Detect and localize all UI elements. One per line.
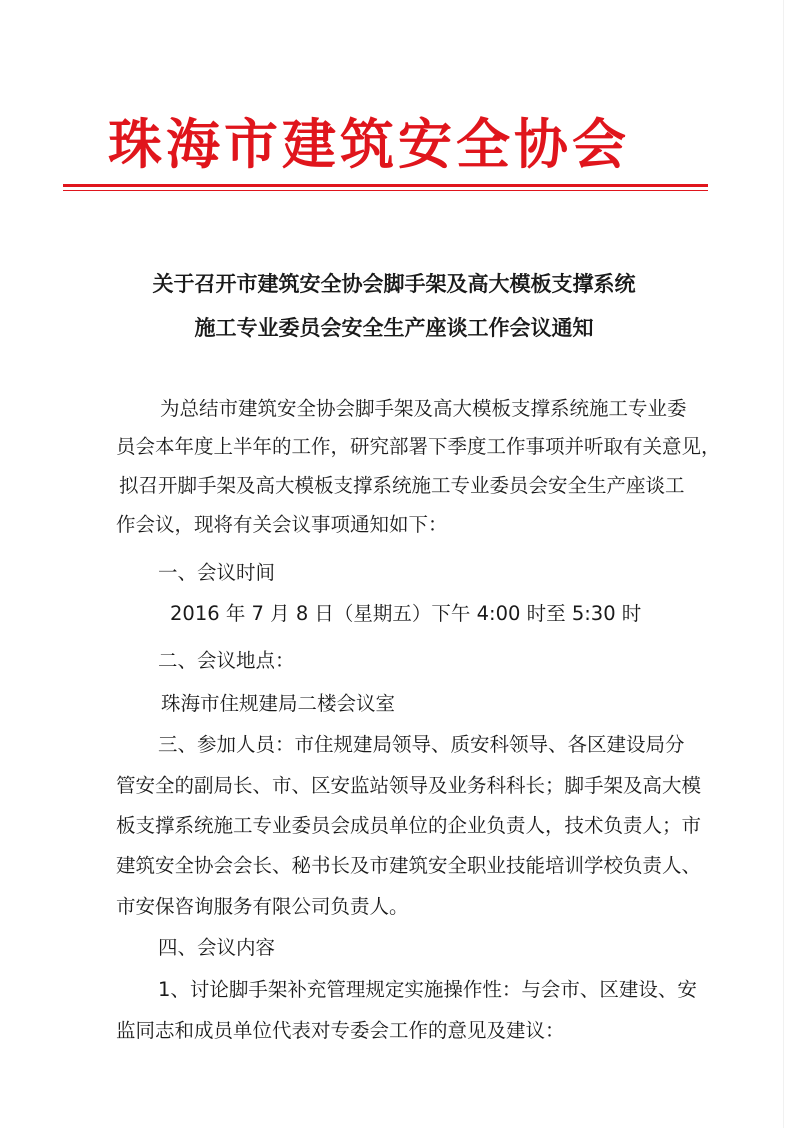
body-line: 作会议，现将有关会议事项通知如下： bbox=[116, 513, 448, 536]
masthead-rule-thin bbox=[63, 190, 708, 191]
body-line: 1、讨论脚手架补充管理规定实施操作性：与会市、区建设、安 bbox=[158, 978, 697, 1001]
masthead-org-name: 珠海市建筑安全协会 bbox=[108, 112, 630, 176]
notice-title-line-2: 施工专业委员会安全生产座谈工作会议通知 bbox=[194, 315, 594, 340]
body-line: 管安全的副局长、市、区安监站领导及业务科科长；脚手架及高大模 bbox=[116, 774, 702, 797]
section-heading-location: 二、会议地点： bbox=[158, 649, 295, 672]
masthead-rule-thick bbox=[63, 184, 708, 187]
section-heading-time: 一、会议时间 bbox=[158, 561, 276, 584]
section-heading-content: 四、会议内容 bbox=[158, 936, 276, 959]
body-line: 市安保咨询服务有限公司负责人。 bbox=[116, 895, 409, 918]
body-line: 员会本年度上半年的工作，研究部署下季度工作事项并听取有关意见， bbox=[116, 435, 721, 458]
notice-title-line-1: 关于召开市建筑安全协会脚手架及高大模板支撑系统 bbox=[152, 271, 636, 296]
scan-edge bbox=[783, 0, 784, 1128]
body-line: 建筑安全协会会长、秘书长及市建筑安全职业技能培训学校负责人、 bbox=[116, 854, 702, 877]
meeting-location-value: 珠海市住规建局二楼会议室 bbox=[161, 692, 396, 715]
body-line: 拟召开脚手架及高大模板支撑系统施工专业委员会安全生产座谈工 bbox=[119, 474, 685, 497]
body-line: 为总结市建筑安全协会脚手架及高大模板支撑系统施工专业委 bbox=[160, 397, 687, 420]
body-line: 监同志和成员单位代表对专委会工作的意见及建议： bbox=[116, 1019, 565, 1042]
body-line: 板支撑系统施工专业委员会成员单位的企业负责人，技术负责人；市 bbox=[116, 814, 702, 837]
meeting-time-value: 2016 年 7 月 8 日（星期五）下午 4:00 时至 5:30 时 bbox=[170, 602, 642, 625]
section-heading-attendees: 三、参加人员：市住规建局领导、质安科领导、各区建设局分 bbox=[158, 733, 685, 756]
